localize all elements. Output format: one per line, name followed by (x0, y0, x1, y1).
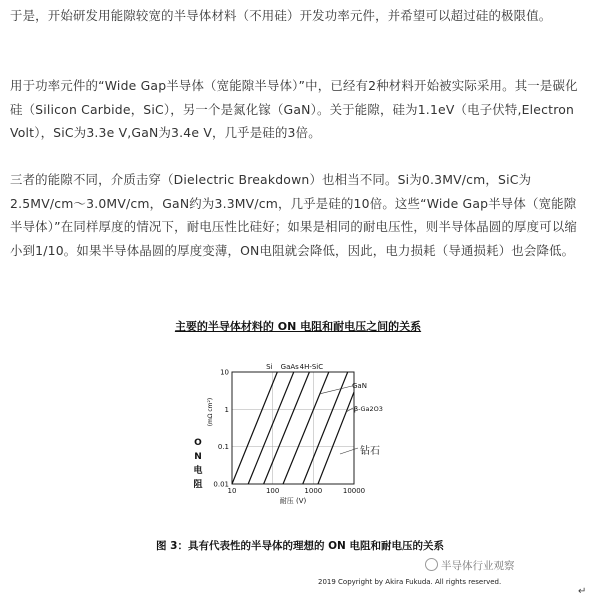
y-axis-label-char: O (194, 438, 202, 448)
series-line-gan (283, 372, 329, 484)
series-label-gan: GaN (352, 382, 367, 390)
series-label-gaas: GaAs (280, 363, 299, 371)
x-tick-label: 10 (227, 487, 237, 495)
y-axis-label-char: N (194, 452, 202, 462)
return-mark: ↵ (578, 586, 587, 597)
x-tick-label: 10000 (342, 487, 366, 495)
on-resistance-chart (180, 355, 420, 520)
plot-frame (232, 372, 354, 484)
series-line- (318, 392, 354, 484)
watermark (425, 558, 515, 573)
y-tick-label: 10 (220, 368, 229, 377)
x-axis-label: 耐压 (V) (279, 497, 307, 505)
wechat-icon (425, 558, 438, 571)
x-tick-label: 100 (265, 487, 280, 495)
x-tick-label: 1000 (304, 487, 323, 495)
y-axis-label-char: 电 (193, 466, 203, 476)
figure-caption: 图 3：具有代表性的半导体的理想的 ON 电阻和耐电压的关系 (156, 540, 444, 552)
paragraph-2: 用于功率元件的“Wide Gap半导体（宽能隙半导体）”中，已经有2种材料开始被实际采用。其一是碳化硅（Silicon Carbide，SiC），另一个是氮化镓（GaN）。关于能隙，硅为1.1eV（电子伏特,Electron Volt），SiC为3.3e V,GaN为3.4e V，几乎是硅的3倍。 (10, 78, 578, 140)
y-axis-label-char: 阻 (193, 480, 203, 490)
y-tick-label: 1 (224, 405, 229, 414)
y-axis-unit: (mΩ cm²) (207, 397, 214, 427)
y-tick-label: 0.1 (217, 443, 229, 452)
paragraph-3: 三者的能隙不同，介质击穿（Dielectric Breakdown）也相当不同。Si为0.3MV/cm，SiC为2.5MV/cm～3.0MV/cm，GaN约为3.3MV/cm，几乎是硅的10倍。这些“Wide Gap半导体（宽能隙半导体）”在同样厚度的情况下，耐电压性比硅好；如果是相同的耐电压性，则半导体晶圆的厚度可以缩小到1/10。如果半导体晶圆的厚度变薄，ON电阻就会降低，因此，电力损耗（导通损耗）也会降低。 (10, 172, 577, 258)
watermark-text: 半导体行业观察 (441, 560, 515, 572)
callout-gan (320, 386, 352, 394)
callout-diamond (340, 448, 358, 454)
y-tick-label: 0.01 (213, 480, 229, 489)
series-label-diamond: 钻石 (360, 446, 380, 457)
series-label-ga2o3: β-Ga2O3 (354, 405, 383, 413)
copyright-text: 2019 Copyright by Akira Fukuda. All rights reserved. (318, 578, 502, 586)
series-label-si: Si (266, 363, 273, 371)
figure-title: 主要的半导体材料的 ON 电阻和耐电压之间的关系 (174, 320, 422, 333)
series-label-4h-sic: 4H-SiC (299, 363, 324, 371)
paragraph-1: 于是，开始研发用能隙较宽的半导体材料（不用硅）开发功率元件，并希望可以超过硅的极限值。 (10, 8, 552, 23)
